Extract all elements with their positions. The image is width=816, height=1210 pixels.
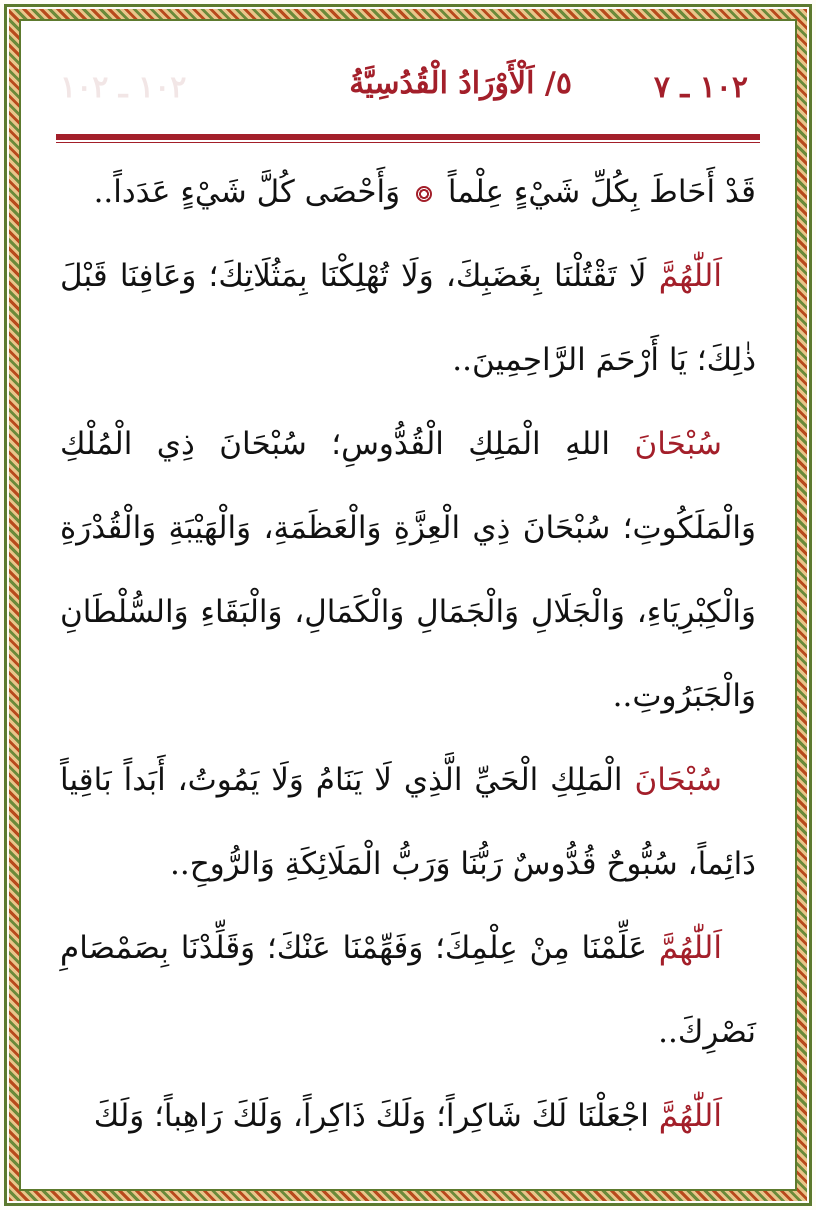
paragraph-text: الْمَلِكِ الْحَيِّ الَّذِي لَا يَنَامُ وَلَا يَمُوتُ، أَبَداً بَاقِياً دَائِماً، سُبُّوحٌ قُدُّوسٌ رَبُّنَا وَرَبُّ الْمَلَائِكَةِ وَالرُّوحِ..	[60, 762, 756, 882]
paragraph-6	[60, 1074, 756, 1158]
paragraph-3	[60, 402, 756, 738]
paragraph-text: قَدْ أَحَاطَ بِكُلِّ شَيْءٍ عِلْماً	[447, 174, 756, 210]
body-text	[60, 150, 756, 1166]
paragraph-text: اجْعَلْنَا لَكَ شَاكِراً؛ وَلَكَ ذَاكِراً، وَلَكَ رَاهِباً؛ وَلَكَ	[93, 1098, 659, 1134]
paragraph-5	[60, 906, 756, 1074]
flower-ornament-icon	[416, 186, 432, 202]
invocation-word: اَللّٰهُمَّ	[658, 930, 722, 966]
header-rule-thick	[56, 134, 760, 140]
invocation-word: سُبْحَانَ	[634, 426, 722, 462]
paragraph-text: لَا تَقْتُلْنَا بِغَضَبِكَ، وَلَا تُهْلِكْنَا بِمَثُلَاتِكَ؛ وَعَافِنَا قَبْلَ ذٰلِكَ؛ يَا أَرْحَمَ الرَّاحِمِينَ..	[60, 258, 756, 378]
invocation-word: سُبْحَانَ	[634, 762, 722, 798]
page-header	[36, 52, 780, 122]
chapter-title: ٥/ اَلْأَوْرَادُ الْقُدُسِيَّةُ	[349, 66, 572, 101]
paragraph-2	[60, 234, 756, 402]
header-rule-thin	[56, 142, 760, 143]
paragraph-text: عَلِّمْنَا مِنْ عِلْمِكَ؛ وَفَهِّمْنَا عَنْكَ؛ وَقَلِّدْنَا بِصَمْصَامِ نَصْرِكَ..	[60, 930, 756, 1050]
invocation-word: اَللّٰهُمَّ	[658, 258, 722, 294]
paragraph-4	[60, 738, 756, 906]
paragraph-text-continued: وَأَحْصَى كُلَّ شَيْءٍ عَدَداً..	[93, 174, 401, 210]
page-number: ١٠٢ ـ ٧	[653, 70, 748, 105]
paragraph-text: اللهِ الْمَلِكِ الْقُدُّوسِ؛ سُبْحَانَ ذِي الْمُلْكِ وَالْمَلَكُوتِ؛ سُبْحَانَ ذِي الْعِزَّةِ وَالْعَظَمَةِ، وَالْهَيْبَةِ وَالْقُدْرَةِ وَالْكِبْرِيَاءِ، وَالْجَلَالِ وَالْجَمَالِ وَالْكَمَالِ، وَالْبَقَاءِ وَالسُّلْطَانِ وَالْجَبَرُوتِ..	[60, 426, 756, 714]
invocation-word: اَللّٰهُمَّ	[658, 1098, 722, 1134]
paragraph-1	[60, 150, 756, 234]
faint-page-number: ١٠٢ ـ ١٠٢	[60, 70, 187, 105]
